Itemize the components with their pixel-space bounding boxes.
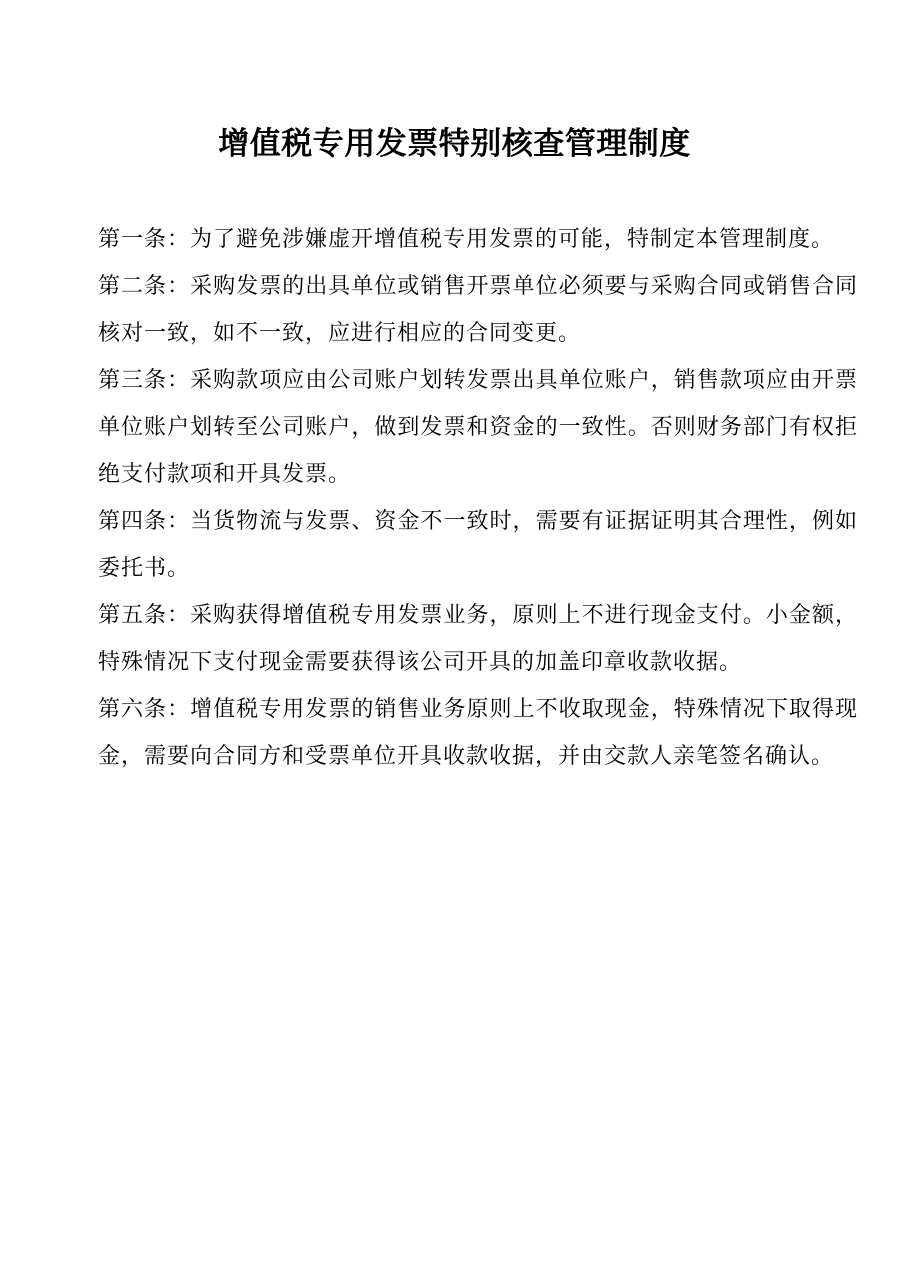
document-title: 增值税专用发票特别核查管理制度 — [218, 126, 691, 162]
article-2: 第二条：采购发票的出具单位或销售开票单位必须要与采购合同或销售合同核对一致，如不一致，应进行相应的合同变更。 — [98, 274, 858, 346]
article-3: 第三条：采购款项应由公司账户划转发票出具单位账户，销售款项应由开票单位账户划转至公司账户，做到发票和资金的一致性。否则财务部门有权拒绝支付款项和开具发票。 — [98, 368, 858, 487]
article-1: 第一条：为了避免涉嫌虚开增值税专用发票的可能，特制定本管理制度。 — [98, 227, 835, 252]
article-4: 第四条：当货物流与发票、资金不一致时，需要有证据证明其合理性，例如委托书。 — [98, 509, 858, 581]
article-5: 第五条：采购获得增值税专用发票业务，原则上不进行现金支付。小金额，特殊情况下支付现金需要获得该公司开具的加盖印章收款收据。 — [98, 603, 858, 675]
article-list — [98, 216, 858, 780]
article-6: 第六条：增值税专用发票的销售业务原则上不收取现金，特殊情况下取得现金，需要向合同方和受票单位开具收款收据，并由交款人亲笔签名确认。 — [98, 697, 858, 769]
